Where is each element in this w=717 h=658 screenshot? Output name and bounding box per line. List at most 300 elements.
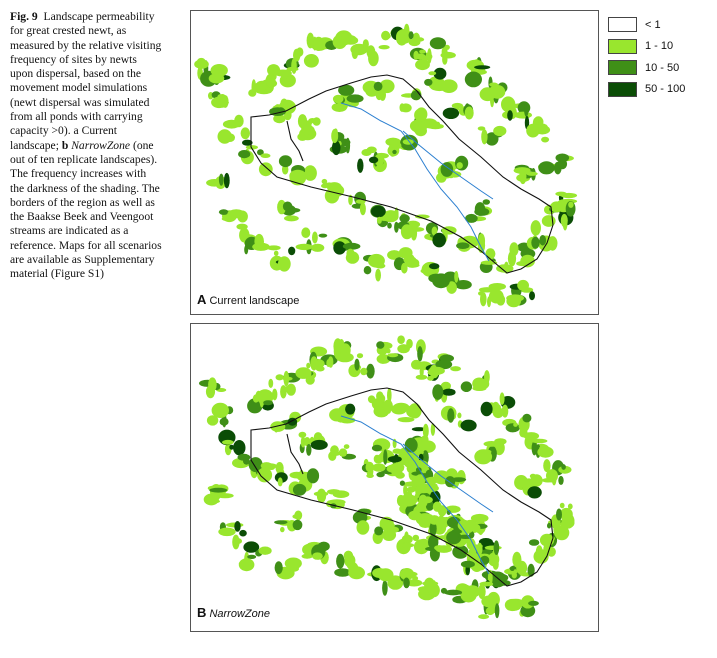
habitat-patch (292, 514, 301, 519)
habitat-patch (346, 251, 359, 263)
habitat-patch (405, 438, 418, 453)
habitat-patch (505, 599, 520, 611)
habitat-patch (204, 494, 219, 506)
habitat-patch (506, 423, 520, 432)
habitat-patch (403, 578, 410, 589)
habitat-patch (434, 545, 445, 551)
habitat-patch (395, 472, 405, 479)
habitat-patch (406, 487, 415, 493)
habitat-patch (454, 271, 458, 283)
habitat-patch (487, 296, 491, 307)
habitat-patch (388, 456, 402, 462)
habitat-patch (220, 418, 229, 426)
habitat-patch (336, 353, 354, 363)
habitat-patch (568, 202, 573, 208)
habitat-patch (333, 95, 344, 104)
habitat-patch (209, 488, 227, 493)
habitat-patch (239, 530, 247, 537)
habitat-patch (387, 353, 398, 357)
habitat-patch (364, 266, 372, 274)
habitat-patch (514, 167, 531, 174)
habitat-patch (328, 356, 333, 368)
habitat-patch (543, 459, 550, 472)
habitat-patch (261, 153, 271, 158)
frequency-legend (608, 14, 685, 100)
habitat-patch (397, 335, 405, 344)
habitat-patch (306, 444, 311, 456)
habitat-patch (254, 234, 264, 249)
legend-row (608, 36, 685, 58)
habitat-patch (287, 67, 299, 71)
panel-b-name: NarrowZone (209, 608, 270, 620)
habitat-patch (209, 73, 225, 83)
habitat-patch (312, 552, 323, 559)
habitat-patch (408, 263, 420, 268)
caption-a-letter: a (73, 124, 79, 138)
habitat-patch (568, 504, 573, 510)
habitat-patch (421, 268, 432, 273)
habitat-patch (465, 72, 482, 88)
habitat-patch (267, 245, 281, 250)
habitat-patch (278, 477, 283, 486)
habitat-patch (547, 523, 551, 529)
habitat-patch (393, 449, 402, 454)
habitat-patch (474, 449, 492, 464)
panel-a-letter: A (197, 292, 207, 307)
habitat-patch (306, 363, 310, 369)
habitat-patch (334, 103, 348, 110)
habitat-patch (343, 243, 361, 250)
habitat-patch (311, 440, 328, 450)
habitat-patch (352, 47, 359, 59)
caption-b-letter: b (61, 138, 69, 152)
habitat-patch (289, 170, 306, 183)
habitat-patch (357, 353, 363, 358)
habitat-patch (456, 242, 469, 249)
habitat-patch (354, 359, 359, 371)
habitat-patch (218, 528, 235, 537)
habitat-patch (547, 536, 555, 541)
habitat-patch (357, 159, 363, 173)
habitat-patch (409, 31, 414, 39)
habitat-patch (298, 114, 307, 128)
habitat-patch (429, 263, 439, 269)
habitat-patch (241, 127, 250, 139)
habitat-patch (301, 436, 306, 447)
habitat-patch (415, 486, 420, 498)
habitat-patch (424, 426, 428, 437)
habitat-patch (415, 54, 426, 60)
habitat-patch (252, 83, 267, 92)
habitat-patch (524, 432, 540, 440)
habitat-patch (391, 465, 398, 470)
habitat-patch (427, 48, 432, 63)
caption-b-name: NarrowZone (71, 138, 131, 152)
habitat-patch (556, 509, 562, 521)
habitat-patch (367, 45, 376, 58)
habitat-patch (492, 402, 499, 411)
habitat-patch (284, 215, 299, 221)
habitat-patch (222, 440, 234, 445)
habitat-patch (279, 155, 292, 167)
habitat-patch (445, 476, 455, 487)
habitat-patch (224, 173, 230, 188)
habitat-patch (527, 486, 541, 498)
habitat-patch (247, 555, 256, 559)
habitat-patch (344, 551, 353, 561)
habitat-patch (428, 71, 436, 75)
habitat-patch (512, 572, 517, 579)
habitat-patch (368, 254, 385, 268)
habitat-patch (526, 124, 539, 138)
habitat-patch (366, 364, 375, 379)
habitat-patch (293, 520, 303, 530)
legend-swatch-lt1 (608, 17, 637, 32)
habitat-patch (484, 441, 500, 447)
habitat-patch (377, 217, 382, 224)
habitat-patch (286, 76, 294, 86)
habitat-patch (419, 539, 429, 545)
permeability-map-a (191, 11, 598, 314)
habitat-patch (541, 137, 549, 143)
habitat-patch (529, 291, 535, 300)
habitat-patch (558, 476, 563, 485)
habitat-patch (272, 389, 277, 401)
habitat-patch (442, 54, 447, 65)
habitat-patch (263, 400, 273, 405)
habitat-patch (366, 462, 374, 473)
habitat-patch (483, 199, 490, 205)
habitat-patch (283, 386, 295, 393)
habitat-patch (310, 356, 318, 370)
legend-row (608, 79, 685, 101)
habitat-patch (218, 129, 232, 144)
habitat-patch (510, 567, 515, 571)
habitat-patch (392, 150, 396, 154)
habitat-patch (319, 234, 328, 238)
legend-swatch-1-10 (608, 39, 637, 54)
habitat-patch (457, 413, 461, 419)
habitat-patch (219, 209, 229, 215)
habitat-patch (539, 235, 546, 246)
habitat-patch (428, 367, 445, 375)
habitat-patch (387, 223, 392, 229)
habitat-patch (399, 214, 409, 222)
legend-row (608, 14, 685, 36)
habitat-patch (293, 484, 306, 496)
habitat-patch (321, 184, 329, 189)
habitat-patch (562, 513, 575, 528)
panel-a-title (197, 292, 299, 307)
habitat-patch (508, 251, 516, 267)
habitat-patch (278, 256, 291, 271)
habitat-patch (430, 37, 446, 49)
habitat-patch (266, 74, 276, 88)
habitat-patch (322, 179, 328, 184)
habitat-patch (301, 227, 310, 238)
habitat-patch (244, 245, 248, 254)
habitat-patch (194, 60, 209, 69)
habitat-patch (369, 157, 378, 164)
habitat-patch (360, 368, 367, 376)
habitat-patch (556, 154, 570, 163)
habitat-patch (375, 269, 381, 282)
habitat-patch (452, 103, 463, 109)
legend-swatch-10-50 (608, 60, 637, 75)
habitat-patch (419, 50, 426, 54)
habitat-patch (223, 120, 240, 129)
habitat-patch (517, 280, 529, 291)
habitat-patch (478, 291, 484, 295)
habitat-patch (478, 233, 485, 248)
habitat-patch (285, 558, 302, 570)
habitat-patch (432, 580, 437, 595)
habitat-patch (536, 545, 543, 559)
map-panel-current (190, 10, 599, 315)
habitat-patch (243, 458, 250, 465)
habitat-patch (465, 585, 481, 597)
habitat-patch (416, 375, 428, 380)
habitat-patch (257, 468, 272, 483)
habitat-patch (495, 603, 500, 618)
habitat-patch (513, 423, 518, 427)
map-panel-narrowzone (190, 323, 599, 632)
habitat-patch (432, 384, 443, 400)
habitat-patch (275, 561, 283, 574)
region-border-inner (287, 434, 303, 474)
habitat-patch (360, 203, 366, 216)
legend-label-50-100: 50 - 100 (645, 83, 686, 96)
legend-label-10-50: 10 - 50 (645, 61, 680, 74)
habitat-patch (372, 568, 387, 578)
habitat-patch (431, 84, 449, 91)
habitat-patch (239, 558, 255, 571)
habitat-patch (561, 193, 577, 198)
habitat-patch (432, 233, 446, 248)
habitat-patch (424, 79, 432, 86)
habitat-patch (529, 539, 539, 546)
habitat-patch (522, 414, 531, 423)
habitat-patch (471, 514, 489, 523)
habitat-patch (374, 82, 383, 91)
habitat-patch (429, 515, 440, 525)
habitat-patch (484, 370, 490, 384)
habitat-patch (238, 150, 250, 158)
habitat-patch (341, 31, 351, 45)
habitat-patch (267, 64, 280, 76)
habitat-patch (374, 526, 383, 535)
habitat-patch (474, 65, 490, 69)
habitat-patch (309, 174, 316, 180)
habitat-patch (531, 439, 547, 444)
habitat-patch (219, 174, 224, 186)
habitat-patch (260, 392, 265, 407)
habitat-patch (307, 33, 315, 49)
habitat-patch (307, 468, 319, 483)
habitat-patch (383, 449, 387, 465)
habitat-patch (288, 208, 300, 213)
habitat-patch (507, 110, 513, 121)
habitat-patch (304, 54, 319, 68)
habitat-patch (452, 477, 467, 482)
habitat-patch (401, 224, 413, 239)
habitat-patch (528, 564, 535, 577)
habitat-patch (259, 162, 273, 176)
habitat-patch (232, 535, 239, 550)
habitat-patch (531, 237, 539, 249)
figure-label: Fig. 9 (10, 10, 38, 23)
habitat-patch (537, 447, 553, 458)
habitat-patch (450, 366, 461, 371)
habitat-patch (398, 417, 415, 422)
habitat-patch (308, 118, 316, 123)
habitat-patch (217, 94, 223, 107)
habitat-patch (500, 392, 505, 405)
habitat-patch (336, 554, 344, 569)
habitat-patch (402, 543, 411, 549)
habitat-patch (299, 432, 307, 438)
legend-swatch-50-100 (608, 82, 637, 97)
habitat-patch (284, 371, 290, 386)
habitat-patch (234, 521, 240, 532)
habitat-patch (333, 338, 342, 354)
habitat-patch (542, 478, 554, 482)
figure-caption (10, 10, 162, 282)
habitat-patch (344, 444, 350, 449)
habitat-patch (348, 562, 358, 576)
habitat-patch (283, 569, 290, 575)
habitat-patch (296, 244, 313, 250)
habitat-patch (493, 126, 506, 136)
habitat-patch (372, 463, 385, 471)
habitat-patch (306, 375, 315, 384)
caption-a-text: Current landscape; (10, 124, 118, 152)
legend-label-1-10: 1 - 10 (645, 40, 674, 53)
habitat-patch (332, 141, 341, 156)
habitat-patch (489, 289, 504, 303)
habitat-patch (374, 407, 384, 411)
habitat-patch (280, 527, 285, 532)
habitat-patch (379, 45, 390, 49)
habitat-patch (443, 108, 459, 119)
habitat-patch (372, 445, 382, 452)
habitat-patch (494, 540, 500, 555)
habitat-patch (413, 535, 420, 541)
habitat-patch (422, 497, 433, 504)
panel-b-title (197, 605, 270, 620)
habitat-patch (268, 379, 273, 388)
habitat-patch (506, 295, 521, 307)
habitat-patch (442, 389, 455, 396)
habitat-patch (475, 202, 485, 216)
habitat-patch (528, 601, 539, 606)
habitat-patch (274, 251, 279, 256)
habitat-patch (457, 162, 463, 169)
habitat-patch (347, 94, 364, 102)
habitat-patch (357, 520, 370, 535)
habitat-patch (293, 49, 300, 62)
habitat-patch (387, 527, 399, 533)
habitat-patch (397, 344, 410, 353)
habitat-patch (525, 440, 531, 444)
habitat-patch (312, 232, 318, 244)
habitat-patch (458, 535, 473, 539)
habitat-patch (478, 614, 489, 619)
habitat-patch (560, 503, 565, 509)
habitat-patch (368, 395, 375, 403)
habitat-patch (401, 263, 408, 274)
habitat-patches (194, 24, 577, 308)
habitat-patch (361, 149, 371, 156)
habitat-patch (376, 472, 384, 477)
permeability-map-b (191, 324, 598, 631)
habitat-patch (318, 542, 330, 552)
habitat-patch (486, 607, 495, 615)
habitat-patch (441, 588, 447, 594)
habitat-patch (472, 386, 486, 391)
habitat-patch (417, 346, 423, 361)
habitat-patch (371, 206, 386, 217)
habitat-patch (259, 547, 272, 555)
habitat-patch (461, 420, 477, 432)
habitat-patch (311, 244, 324, 252)
habitat-patch (290, 472, 304, 479)
habitat-patch (317, 490, 326, 497)
habitat-patch (276, 374, 284, 380)
habitat-patch (550, 201, 563, 212)
habitat-patch (427, 124, 444, 130)
habitat-patch (302, 554, 313, 559)
panel-b-letter: B (197, 605, 207, 620)
legend-label-lt1: < 1 (645, 18, 661, 31)
habitat-patch (233, 440, 245, 455)
habitat-patch (393, 404, 405, 414)
habitat-patch (346, 138, 351, 154)
habitat-patch (376, 341, 384, 349)
habitat-patch (376, 391, 383, 401)
caption-intro: Landscape permeability for great crested newt, as measured by the relative visiting frequency of sites by newts upon dispersal, based on the movement model simulations (newt dispersal was simulated from all ponds with carrying capacity >0). (10, 10, 162, 138)
habitat-patch (331, 129, 338, 143)
habitat-patch (333, 490, 350, 498)
habitat-patch (481, 129, 487, 144)
habitat-patch (410, 406, 418, 411)
habitat-patch (408, 511, 421, 521)
panel-a-name: Current landscape (209, 295, 300, 307)
habitat-patch (411, 227, 424, 232)
habitat-patch (428, 274, 443, 283)
habitat-patch (330, 445, 339, 455)
habitat-patches (199, 335, 575, 619)
habitat-patch (345, 404, 355, 415)
habitat-patch (461, 381, 472, 392)
habitat-patch (388, 139, 394, 145)
habitat-patch (531, 220, 541, 236)
habitat-patch (561, 464, 566, 470)
habitat-patch (383, 33, 391, 39)
habitat-patch (538, 161, 554, 174)
habitat-patch (447, 408, 454, 423)
legend-row (608, 57, 685, 79)
habitat-patch (465, 107, 474, 120)
habitat-patch (399, 247, 413, 259)
habitat-patch (530, 474, 536, 479)
habitat-patch (313, 37, 324, 51)
habitat-patch (288, 247, 295, 256)
habitat-patch (400, 103, 412, 112)
habitat-patch (461, 561, 475, 568)
habitat-patch (227, 209, 245, 218)
habitat-patch (524, 103, 528, 117)
